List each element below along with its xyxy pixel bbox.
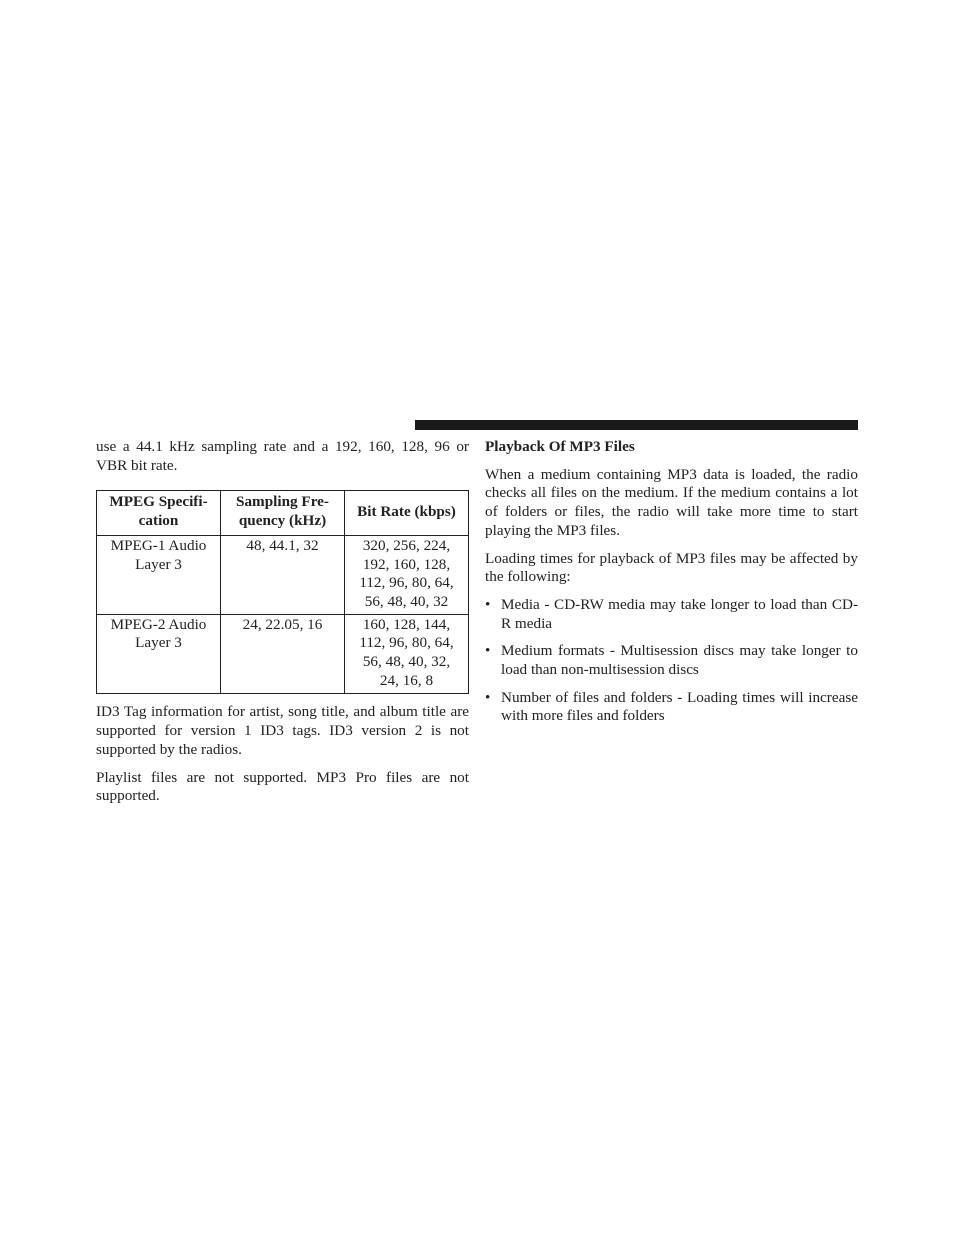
cell-mpeg2-spec: MPEG-2 Audio Layer 3: [97, 614, 221, 694]
section-header-bar: [415, 420, 858, 430]
mpeg-spec-table: [96, 490, 469, 694]
list-item: [485, 642, 858, 679]
cell-mpeg1-bitrate: 320, 256, 224, 192, 160, 128, 112, 96, 80, 64, 56, 48, 40, 32: [345, 535, 469, 614]
table-row: [97, 535, 469, 614]
intro-paragraph: use a 44.1 kHz sampling rate and a 192, 160, 128, 96 or VBR bit rate.: [96, 438, 469, 474]
bullet-icon: •: [485, 688, 491, 706]
cell-mpeg2-bitrate: 160, 128, 144, 112, 96, 80, 64, 56, 48, 40, 32, 24, 16, 8: [345, 614, 469, 694]
section-heading: Playback Of MP3 Files: [485, 438, 635, 455]
list-item: [485, 689, 858, 726]
loading-times-paragraph: Loading times for playback of MP3 files may be affected by the following:: [485, 549, 858, 586]
list-item-text: Medium formats - Multisession discs may take longer to load than non-multisession discs: [501, 642, 858, 679]
list-item-text: Media - CD-RW media may take longer to load than CD-R media: [501, 595, 858, 632]
table-header-row: [97, 491, 469, 535]
loading-factors-list: [485, 596, 858, 726]
right-column: [485, 438, 858, 735]
list-item-text: Number of files and folders - Loading times will increase with more files and folders: [501, 688, 858, 725]
list-item: [485, 596, 858, 633]
playlist-paragraph: Playlist files are not supported. MP3 Pro files are not supported.: [96, 768, 469, 805]
cell-mpeg1-sampling: 48, 44.1, 32: [221, 535, 345, 614]
mp3-loading-paragraph: When a medium containing MP3 data is loaded, the radio checks all files on the medium. If the medium contains a lot of folders or files, the radio will take more time to start playing the MP3 files.: [485, 465, 858, 539]
header-mpeg-spec: MPEG Specifi- cation: [97, 491, 221, 535]
bullet-icon: •: [485, 595, 491, 613]
left-column: [96, 438, 469, 806]
id3-paragraph: ID3 Tag information for artist, song title, and album title are supported for version 1 ID3 tags. ID3 version 2 is not supported by the radios.: [96, 703, 469, 758]
header-bit-rate: Bit Rate (kbps): [345, 491, 469, 535]
table-row: [97, 614, 469, 694]
header-sampling-frequency: Sampling Fre- quency (kHz): [221, 491, 345, 535]
bullet-icon: •: [485, 642, 491, 660]
cell-mpeg2-sampling: 24, 22.05, 16: [221, 614, 345, 694]
cell-mpeg1-spec: MPEG-1 Audio Layer 3: [97, 535, 221, 614]
